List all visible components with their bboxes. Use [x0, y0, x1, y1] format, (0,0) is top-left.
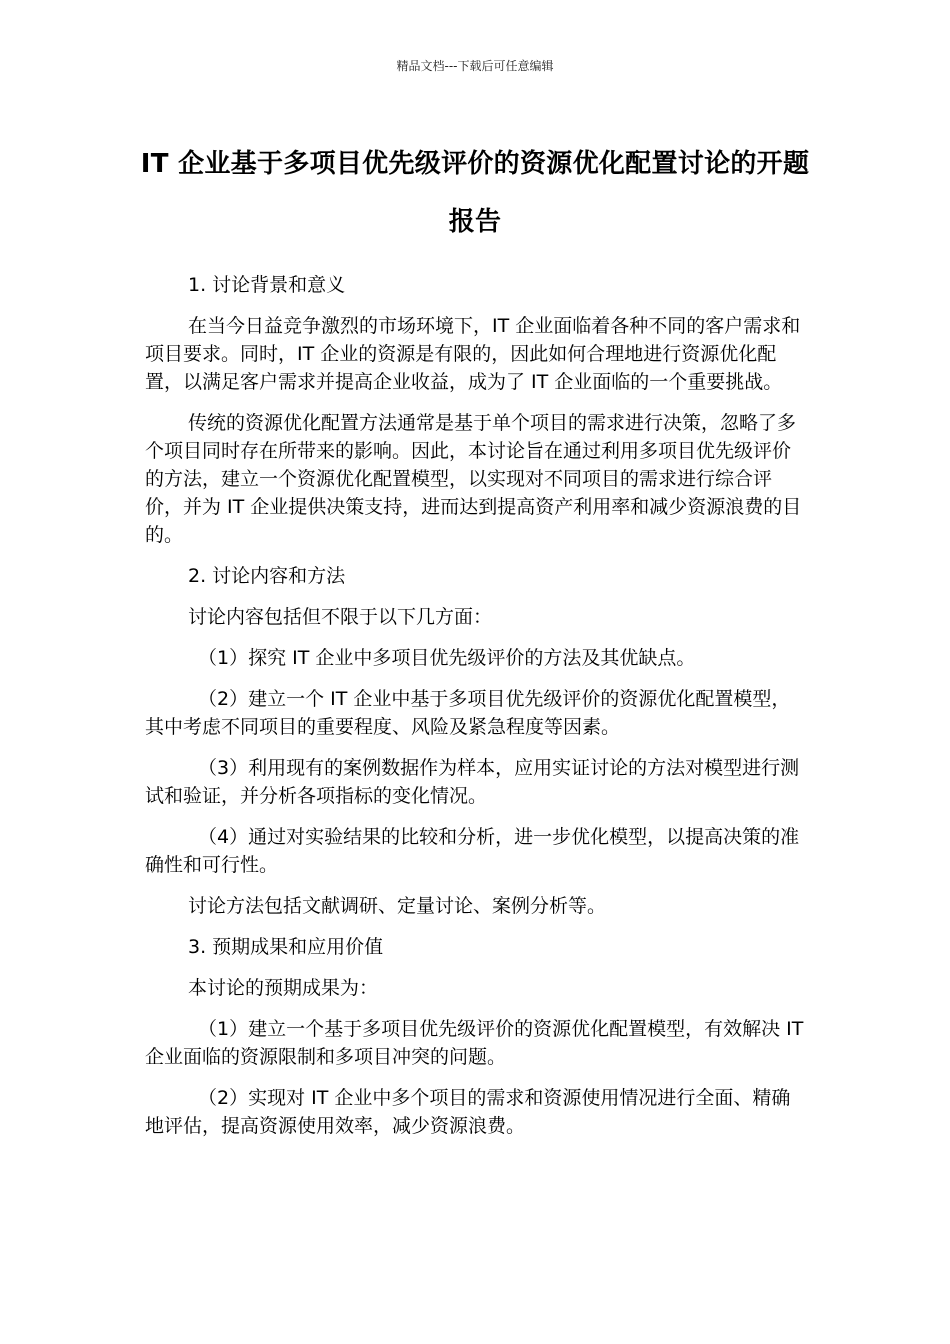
paragraph-traditional-methods: 传统的资源优化配置方法通常是基于单个项目的需求进行决策，忽略了多个项目同时存在所带来的影响。因此，本讨论旨在通过利用多项目优先级评价的方法，建立一个资源优化配置模型，以实现对不同项目的需求进行综合评价，并为 IT 企业提供决策支持，进而达到提高资产利用率和减少资源浪费的目的。 [145, 412, 802, 546]
paragraph-research-methods: 讨论方法包括文献调研、定量讨论、案例分析等。 [188, 895, 607, 917]
list-item-content-3: （3）利用现有的案例数据作为样本，应用实证讨论的方法对模型进行测试和验证，并分析各项指标的变化情况。 [145, 757, 800, 807]
list-item-result-2: （2）实现对 IT 企业中多个项目的需求和资源使用情况进行全面、精确地评估，提高资源使用效率，减少资源浪费。 [145, 1087, 791, 1137]
paragraph-market-environment: 在当今日益竞争激烈的市场环境下，IT 企业面临着各种不同的客户需求和项目要求。同时，IT 企业的资源是有限的，因此如何合理地进行资源优化配置，以满足客户需求并提高企业收益，成为了 IT 企业面临的一个重要挑战。 [145, 315, 801, 393]
document-body [145, 271, 807, 1153]
paragraph-content-intro: 讨论内容包括但不限于以下几方面： [188, 606, 493, 628]
list-item-content-2: （2）建立一个 IT 企业中基于多项目优先级评价的资源优化配置模型，其中考虑不同项目的重要程度、风险及紧急程度等因素。 [145, 688, 791, 738]
document-title: IT 企业基于多项目优先级评价的资源优化配置讨论的开题报告 [140, 149, 810, 237]
list-item-result-1: （1）建立一个基于多项目优先级评价的资源优化配置模型，有效解决 IT 企业面临的资源限制和多项目冲突的问题。 [145, 1018, 804, 1068]
header-note: 精品文档---下载后可任意编辑 [396, 59, 554, 73]
list-item-content-1: （1）探究 IT 企业中多项目优先级评价的方法及其优缺点。 [198, 647, 696, 669]
list-item-content-4: （4）通过对实验结果的比较和分析，进一步优化模型，以提高决策的准确性和可行性。 [145, 826, 800, 876]
section-heading-expected-results: 3. 预期成果和应用价值 [188, 936, 384, 958]
section-heading-background: 1. 讨论背景和意义 [188, 274, 346, 296]
section-heading-content-methods: 2. 讨论内容和方法 [188, 565, 346, 587]
paragraph-results-intro: 本讨论的预期成果为： [188, 977, 379, 999]
